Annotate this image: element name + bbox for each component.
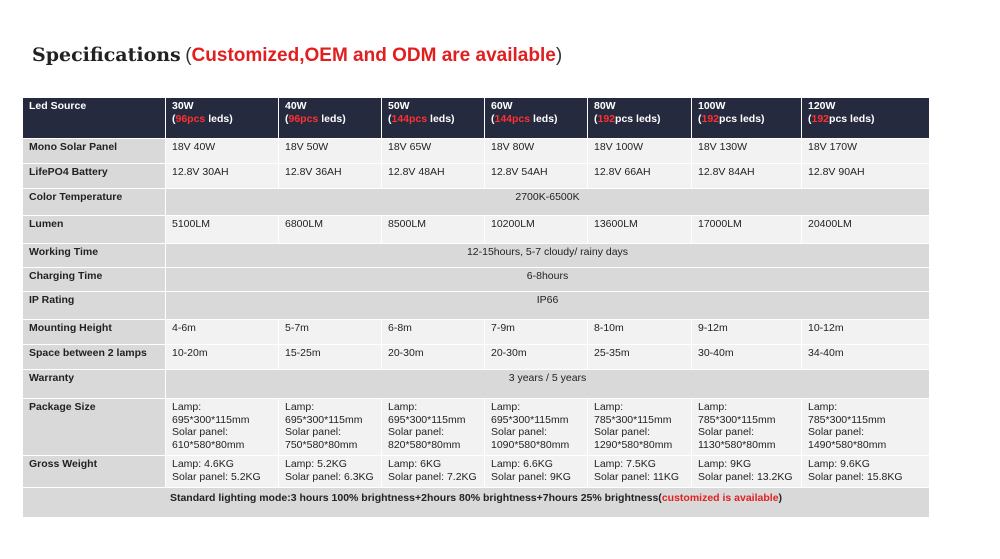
cell: 7-9m — [485, 320, 588, 345]
package-lamp-size: 785*300*115mm — [594, 413, 672, 426]
cell: 18V 130W — [692, 139, 802, 164]
header-model — [802, 98, 930, 139]
cell: 10200LM — [485, 216, 588, 244]
model-paren: ( — [491, 112, 495, 125]
row-mounting-height — [23, 320, 930, 345]
weight-lamp: Lamp: 4.6KG — [172, 458, 234, 470]
row-label: Warranty — [23, 370, 166, 399]
title-open-paren: ( — [185, 45, 192, 66]
cell — [692, 399, 802, 456]
package-solar-label: Solar panel: — [172, 426, 229, 438]
cell — [802, 456, 930, 488]
weight-solar: Solar panel: 11KG — [594, 470, 680, 483]
package-lamp-label: Lamp: — [594, 401, 624, 413]
cell: 30-40m — [692, 345, 802, 370]
weight-lamp: Lamp: 6KG — [388, 458, 442, 470]
weight-solar: Solar panel: 6.3KG — [285, 470, 374, 483]
model-watt: 40W — [285, 100, 307, 112]
weight-lamp: Lamp: 9.6KG — [808, 458, 870, 470]
cell: 6800LM — [279, 216, 382, 244]
cell: 20-30m — [485, 345, 588, 370]
cell — [279, 456, 382, 488]
model-paren: ( — [698, 112, 702, 125]
merged-cell: IP66 — [166, 292, 930, 320]
cell: 18V 40W — [166, 139, 279, 164]
weight-solar: Solar panel: 7.2KG — [388, 470, 477, 483]
model-watt: 100W — [698, 100, 726, 112]
model-led-suffix: pcs leds) — [615, 112, 661, 125]
cell — [279, 399, 382, 456]
title-main: Specifications — [32, 44, 181, 66]
cell: 8-10m — [588, 320, 692, 345]
model-watt: 60W — [491, 100, 513, 112]
package-lamp-size: 695*300*115mm — [491, 413, 569, 426]
cell: 18V 50W — [279, 139, 382, 164]
weight-lamp: Lamp: 6.6KG — [491, 458, 553, 470]
model-led-count: 192 — [597, 112, 616, 125]
cell — [485, 399, 588, 456]
row-gross-weight — [23, 456, 930, 488]
model-led-count: 192 — [811, 112, 830, 125]
model-paren: ( — [594, 112, 598, 125]
cell: 5-7m — [279, 320, 382, 345]
weight-lamp: Lamp: 7.5KG — [594, 458, 656, 470]
row-label: Working Time — [23, 244, 166, 268]
row-space-between-lamps — [23, 345, 930, 370]
header-model — [588, 98, 692, 139]
cell: 10-20m — [166, 345, 279, 370]
package-solar-size: 610*580*80mm — [172, 438, 245, 451]
package-solar-size: 820*580*80mm — [388, 438, 461, 451]
weight-solar: Solar panel: 5.2KG — [172, 470, 261, 483]
cell — [485, 456, 588, 488]
cell: 20400LM — [802, 216, 930, 244]
header-corner: Led Source — [23, 98, 166, 139]
cell: 4-6m — [166, 320, 279, 345]
cell — [166, 399, 279, 456]
package-solar-size: 1090*580*80mm — [491, 438, 570, 451]
cell: 12.8V 36AH — [279, 164, 382, 189]
package-lamp-label: Lamp: — [285, 401, 315, 413]
model-led-suffix: pcs leds) — [829, 112, 875, 125]
weight-solar: Solar panel: 13.2KG — [698, 470, 793, 483]
row-label: IP Rating — [23, 292, 166, 320]
package-solar-label: Solar panel: — [808, 426, 865, 438]
row-label: Lumen — [23, 216, 166, 244]
cell — [588, 399, 692, 456]
row-label: Package Size — [23, 399, 166, 456]
weight-lamp: Lamp: 9KG — [698, 458, 752, 470]
package-lamp-size: 785*300*115mm — [698, 413, 776, 426]
cell: 8500LM — [382, 216, 485, 244]
cell — [692, 456, 802, 488]
row-working-time — [23, 244, 930, 268]
package-solar-label: Solar panel: — [491, 426, 548, 438]
lighting-mode-note — [23, 488, 930, 518]
cell: 17000LM — [692, 216, 802, 244]
row-charging-time — [23, 268, 930, 292]
model-led-count: 96pcs — [175, 112, 206, 125]
cell: 9-12m — [692, 320, 802, 345]
merged-cell: 2700K-6500K — [166, 189, 930, 216]
model-led-suffix: leds) — [318, 112, 346, 125]
page-title — [32, 44, 562, 67]
row-lumen — [23, 216, 930, 244]
merged-cell: 3 years / 5 years — [166, 370, 930, 399]
row-color-temperature — [23, 189, 930, 216]
model-led-suffix: pcs leds) — [719, 112, 765, 125]
model-watt: 50W — [388, 100, 410, 112]
package-lamp-size: 785*300*115mm — [808, 413, 886, 426]
row-solar-panel — [23, 139, 930, 164]
cell: 10-12m — [802, 320, 930, 345]
model-led-count: 144pcs — [391, 112, 428, 125]
cell: 15-25m — [279, 345, 382, 370]
header-model — [692, 98, 802, 139]
package-solar-label: Solar panel: — [285, 426, 342, 438]
model-paren: ( — [808, 112, 812, 125]
package-solar-size: 750*580*80mm — [285, 438, 358, 451]
package-solar-label: Solar panel: — [698, 426, 755, 438]
package-lamp-label: Lamp: — [388, 401, 418, 413]
model-watt: 120W — [808, 100, 836, 112]
package-solar-size: 1490*580*80mm — [808, 438, 887, 451]
package-lamp-label: Lamp: — [698, 401, 728, 413]
cell: 6-8m — [382, 320, 485, 345]
weight-solar: Solar panel: 9KG — [491, 470, 571, 483]
package-solar-label: Solar panel: — [594, 426, 651, 438]
cell: 12.8V 30AH — [166, 164, 279, 189]
row-label: Gross Weight — [23, 456, 166, 488]
model-led-suffix: leds) — [530, 112, 558, 125]
package-lamp-label: Lamp: — [808, 401, 838, 413]
row-package-size — [23, 399, 930, 456]
package-lamp-size: 695*300*115mm — [285, 413, 363, 426]
cell — [166, 456, 279, 488]
cell: 5100LM — [166, 216, 279, 244]
cell — [802, 399, 930, 456]
package-solar-size: 1130*580*80mm — [698, 438, 776, 451]
row-battery — [23, 164, 930, 189]
cell: 12.8V 54AH — [485, 164, 588, 189]
cell: 20-30m — [382, 345, 485, 370]
package-lamp-label: Lamp: — [491, 401, 521, 413]
model-led-suffix: leds) — [205, 112, 233, 125]
cell: 13600LM — [588, 216, 692, 244]
weight-lamp: Lamp: 5.2KG — [285, 458, 347, 470]
row-ip-rating — [23, 292, 930, 320]
package-lamp-size: 695*300*115mm — [172, 413, 250, 426]
cell: 12.8V 48AH — [382, 164, 485, 189]
header-model — [485, 98, 588, 139]
row-label: Mounting Height — [23, 320, 166, 345]
cell: 18V 65W — [382, 139, 485, 164]
header-model — [166, 98, 279, 139]
model-paren: ( — [388, 112, 392, 125]
cell: 18V 100W — [588, 139, 692, 164]
spec-table — [22, 97, 930, 518]
row-warranty — [23, 370, 930, 399]
cell — [382, 456, 485, 488]
weight-solar: Solar panel: 15.8KG — [808, 470, 903, 483]
lighting-mode-text: Standard lighting mode:3 hours 100% brightness+2hours 80% brightness+7hours 25% brightness( — [169, 492, 662, 504]
package-lamp-size: 695*300*115mm — [388, 413, 466, 426]
row-label: Color Temperature — [23, 189, 166, 216]
model-led-count: 192 — [701, 112, 720, 125]
package-solar-label: Solar panel: — [388, 426, 445, 438]
cell: 12.8V 90AH — [802, 164, 930, 189]
package-lamp-label: Lamp: — [172, 401, 202, 413]
cell: 18V 170W — [802, 139, 930, 164]
cell: 34-40m — [802, 345, 930, 370]
cell: 12.8V 66AH — [588, 164, 692, 189]
row-label: Mono Solar Panel — [23, 139, 166, 164]
title-close-paren: ) — [555, 45, 563, 66]
model-led-suffix: leds) — [427, 112, 455, 125]
model-watt: 30W — [172, 100, 194, 112]
cell — [588, 456, 692, 488]
header-row — [23, 98, 930, 139]
lighting-mode-highlight: customized is available — [661, 492, 779, 504]
model-led-count: 96pcs — [288, 112, 319, 125]
row-label: LifePO4 Battery — [23, 164, 166, 189]
row-lighting-mode — [23, 488, 930, 518]
model-led-count: 144pcs — [494, 112, 531, 125]
header-model — [279, 98, 382, 139]
cell: 18V 80W — [485, 139, 588, 164]
title-highlight: Customized,OEM and ODM are available — [191, 45, 556, 66]
header-model — [382, 98, 485, 139]
package-solar-size: 1290*580*80mm — [594, 438, 673, 451]
merged-cell: 12-15hours, 5-7 cloudy/ rainy days — [166, 244, 930, 268]
row-label: Space between 2 lamps — [23, 345, 166, 370]
model-paren: ( — [285, 112, 289, 125]
lighting-mode-close: ) — [778, 492, 783, 504]
model-paren: ( — [172, 112, 176, 125]
cell: 12.8V 84AH — [692, 164, 802, 189]
cell: 25-35m — [588, 345, 692, 370]
row-label: Charging Time — [23, 268, 166, 292]
merged-cell: 6-8hours — [166, 268, 930, 292]
cell — [382, 399, 485, 456]
model-watt: 80W — [594, 100, 616, 112]
